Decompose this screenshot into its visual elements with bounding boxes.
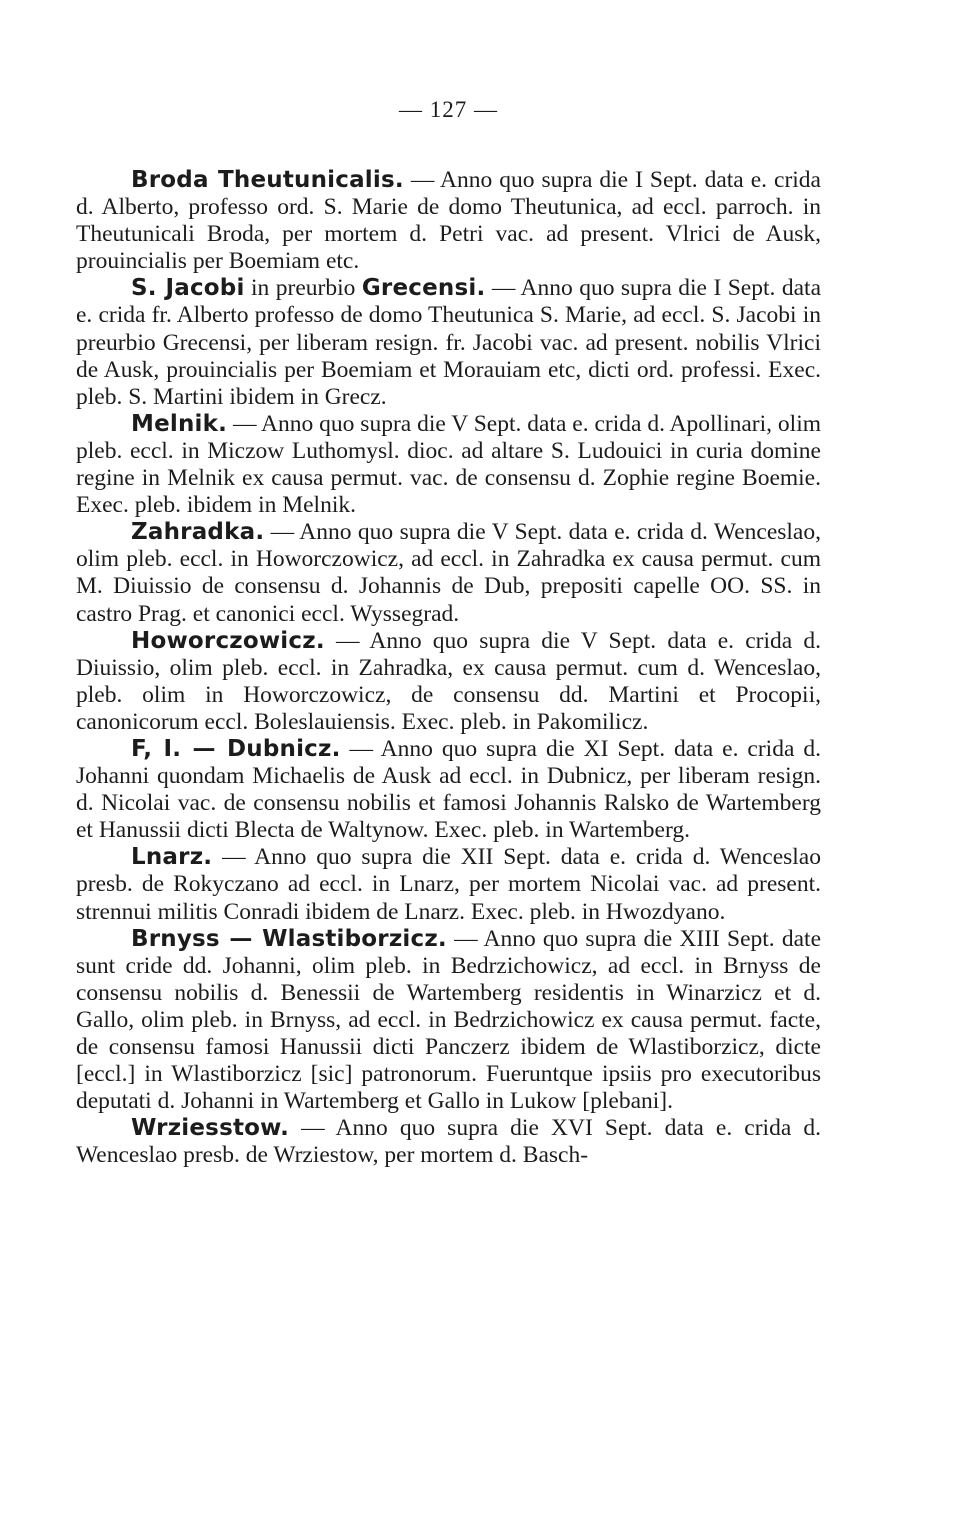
entry-text: — Anno quo supra die V Sept. data e. crida d. Wenceslao, olim pleb. eccl. in Howorczowicz, ad eccl. in Zahradka ex causa permut. cum M. Diuissio de consensu d. Johannis de Dub, prepositi capelle OO. SS. in castro Prag. et canonici eccl. Wyssegrad. <box>76 519 821 627</box>
entry-heading: Lnarz. <box>131 844 213 871</box>
entry-heading: Broda Theutunicalis. <box>131 167 404 193</box>
entry-heading: Melnik. <box>131 410 228 437</box>
entry-heading-secondary: Grecensi. <box>361 275 486 302</box>
entry-broda <box>76 167 821 275</box>
entry-heading: Zahradka. <box>131 519 265 546</box>
entry-text: — Anno quo supra die XIII Sept. date sunt cride dd. Johanni, olim pleb. in Bedrzichowicz, ad eccl. in Brnyss de consensu nobilis d. Benessii de Wartemberg residentis in Winarzicz et d. Gallo, olim pleb. in Brnyss, ad eccl. in Bedrzichowicz ex causa permut. facte, de consensu famosi Hanussii dicti Panczerz ibidem de Wlastiborzicz, dicte [eccl.] in Wlastiborzicz [sic] patronorum. Fueruntque ipsiis pro executoribus deputati d. Johanni in Wartemberg et Gallo in Lukow [plebani]. <box>76 925 822 1115</box>
entry-heading: Wrziesstow. <box>131 1115 290 1142</box>
entry-zahradka <box>76 519 821 627</box>
entry-heading: Howorczowicz. <box>131 627 325 654</box>
entry-text: — Anno quo supra die XVI Sept. data e. crida d. Wenceslao presb. de Wrziestow, per mortem d. Basch- <box>76 1115 821 1169</box>
document-page <box>76 96 821 1169</box>
page-number: — 127 — <box>399 97 498 122</box>
entry-text: — Anno quo supra die I Sept. data e. crida d. Alberto, professo ord. S. Marie de domo Theutunica, ad eccl. parroch. in Theutunicali Broda, per mortem d. Petri vac. ad present. Vlrici de Ausk, prouincialis per Boemiam etc. <box>76 167 821 275</box>
entry-text: — Anno quo supra die V Sept. data e. crida d. Apollinari, olim pleb. eccl. in Miczow Luthomysl. dioc. ad altare S. Ludouici in curia domine regine in Melnik ex causa permut. vac. de consensu d. Zophie regine Boemie. Exec. pleb. ibidem in Melnik. <box>76 410 821 519</box>
entry-brnyss <box>76 926 821 1116</box>
entry-s-jacobi <box>76 275 821 410</box>
entry-lnarz <box>76 844 821 925</box>
entry-text: — Anno quo supra die XII Sept. data e. crida d. Wenceslao presb. de Rokyczano ad eccl. in Lnarz, per mortem Nicolai vac. ad present. strennui militis Conradi ibidem de Lnarz. Exec. pleb. in Hwozdyano. <box>76 844 821 925</box>
entry-howorczowicz <box>76 628 821 736</box>
entry-melnik <box>76 411 821 519</box>
entry-text-continued: — Anno quo supra die I Sept. data e. crida fr. Alberto professo de domo Theutunica S. Marie, ad eccl. S. Jacobi in preurbio Grecensi, per liberam resign. fr. Jacobi vac. ad present. nobilis Vlrici de Ausk, prouincialis per Boemiam et Morauiam etc, dicti ord. professi. Exec. pleb. S. Martini ibidem in Grecz. <box>76 275 821 410</box>
entry-text: in preurbio <box>244 275 362 302</box>
entry-heading: Brnyss — Wlastiborzicz. <box>131 925 447 952</box>
entry-wrziesstow <box>76 1115 821 1169</box>
entry-text: — Anno quo supra die XI Sept. data e. crida d. Johanni quondam Michaelis de Ausk ad eccl. in Dubnicz, per liberam resign. d. Nicolai vac. de consensu nobilis et famosi Johannis Ralsko de Wartemberg et Hanussii dicti Blecta de Waltynow. Exec. pleb. in Wartemberg. <box>76 735 821 844</box>
entry-text: — Anno quo supra die V Sept. data e. crida d. Diuissio, olim pleb. eccl. in Zahradka, ex causa permut. cum d. Wenceslao, pleb. olim in Howorczowicz, de consensu dd. Martini et Procopii, canonicorum eccl. Boleslauiensis. Exec. pleb. in Pakomilicz. <box>76 627 821 735</box>
entry-heading: S. Jacobi <box>131 275 245 302</box>
entry-heading: F, I. — Dubnicz. <box>131 735 341 762</box>
entry-dubnicz <box>76 736 821 844</box>
